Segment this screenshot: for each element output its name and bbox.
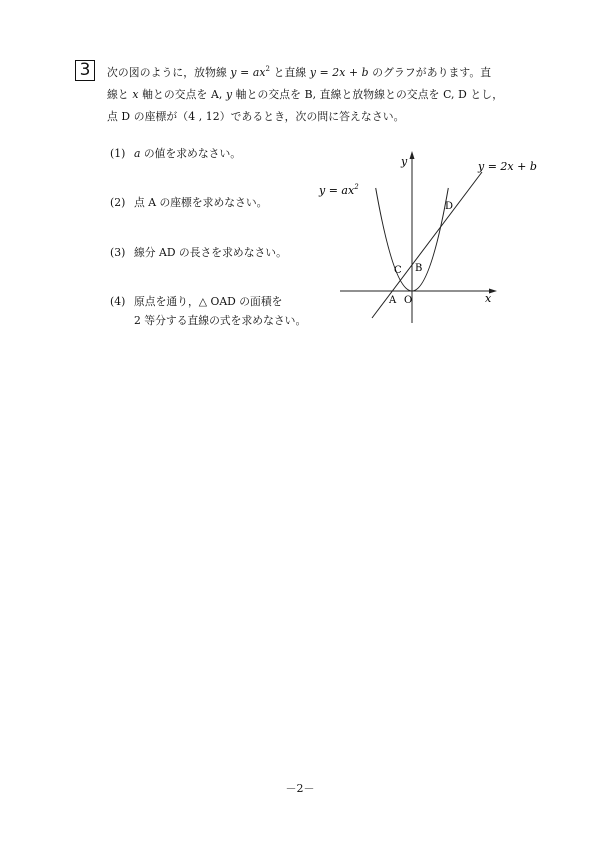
point-label-O: O (404, 295, 413, 306)
point-label-B: B (415, 263, 423, 274)
point-label-A: A (389, 295, 397, 306)
question-4: (4) 原点を通り，△ OAD の面積を 2 等分する直線の式を求めなさい。 (110, 295, 307, 327)
page-number: －2－ (285, 782, 315, 795)
y-axis-label: y (401, 155, 408, 168)
line-equation-label: y = 2x + b (478, 160, 537, 173)
question-2: (2) 点 A の座標を求めなさい。 (110, 196, 268, 209)
y-axis-arrow (410, 151, 415, 159)
intro-line-3: 点 D の座標が（4 , 12）であるとき，次の問に答えなさい。 (107, 110, 405, 123)
parabola-equation-label: $y = ax^2$ (319, 183, 359, 197)
question-3: (3) 線分 AD の長さを求めなさい。 (110, 246, 287, 259)
x-axis-label: x (485, 292, 492, 305)
problem-intro (107, 62, 547, 128)
function-graph (300, 148, 560, 328)
point-label-C: C (394, 265, 402, 276)
point-label-D: D (445, 201, 454, 212)
problem-number-box: 3 (75, 60, 95, 81)
intro-line-1: 次の図のように，放物線 $y = ax^2$ と直線 y = 2x + b のグラフがあります。直 (107, 65, 492, 79)
question-1: (1) a の値を求めなさい。 (110, 147, 242, 160)
intro-line-2: 線と x 軸との交点を A, y 軸との交点を B, 直線と放物線との交点を C, D とし， (107, 88, 504, 101)
